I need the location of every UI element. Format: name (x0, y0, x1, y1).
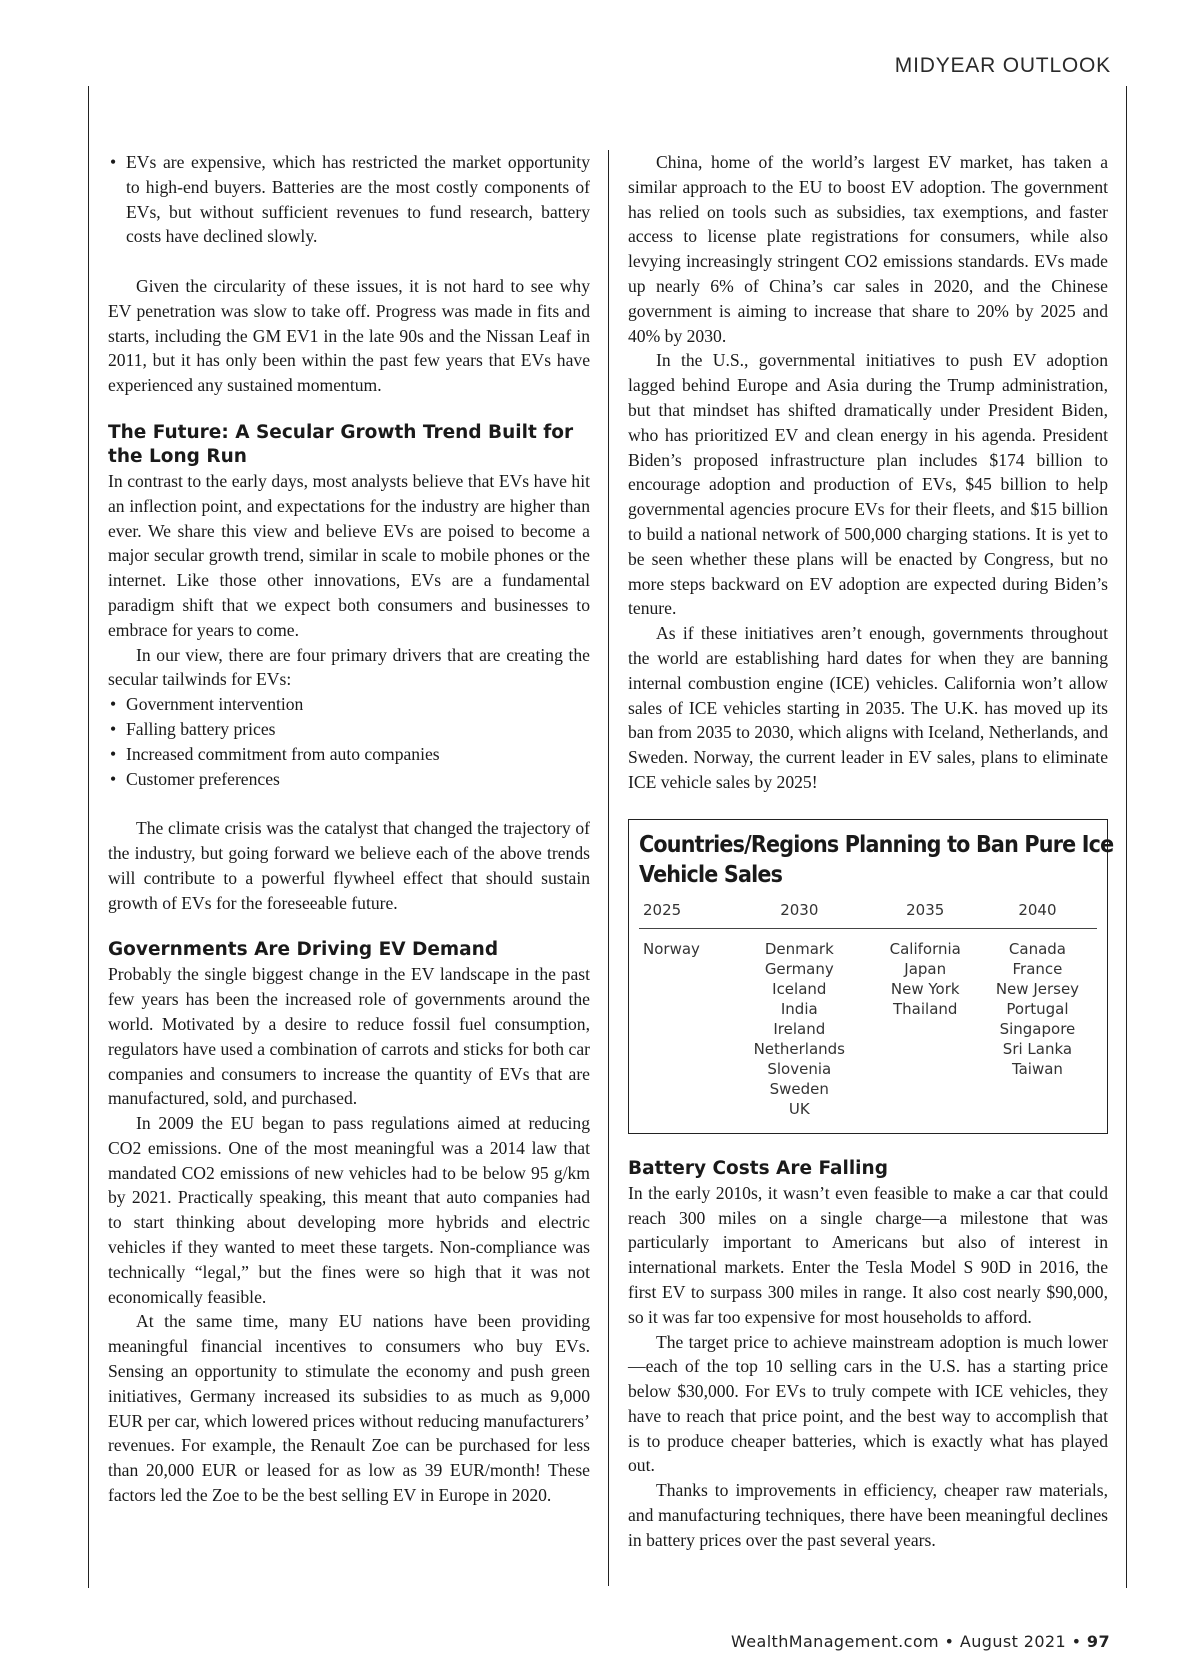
page-number: 97 (1086, 1632, 1110, 1651)
heading-governments: Governments Are Driving EV Demand (108, 939, 499, 961)
driver-item: • Falling battery prices (108, 717, 590, 742)
table-header-row (639, 894, 1097, 929)
country-name: Singapore (999, 1019, 1076, 1038)
paragraph-target-price: The target price to achieve mainstream adoption is much lower—each of the top 10 selling cars in the U.S. has a starting price below $30,000. For EVs to truly compete with ICE vehicles, they have to reach that price point, and the best way to accomplish that is to produce cheaper batteries, which is exactly what has played out. (628, 1331, 1108, 1476)
footer-date: August 2021 (959, 1632, 1067, 1651)
driver-item: • Customer preferences (108, 767, 590, 792)
paragraph-battery-declines: Thanks to improvements in efficiency, cheaper raw materials, and manufacturing techniques, there have been meaningful declines in battery prices over the past several years. (628, 1480, 1108, 1550)
country-list-2035 (873, 928, 978, 1125)
country-name: Denmark (764, 939, 834, 958)
country-name: Slovenia (767, 1059, 832, 1078)
country-list-2040 (978, 928, 1097, 1125)
intro-bullet-list (108, 150, 590, 249)
column-header-year: 2025 (639, 894, 726, 929)
country-name: Germany (764, 959, 834, 978)
country-name: Portugal (1006, 999, 1069, 1018)
country-name: India (780, 999, 818, 1018)
country-name: Taiwan (1011, 1059, 1063, 1078)
country-name: Iceland (772, 979, 827, 998)
country-name: New York (890, 979, 960, 998)
paragraph-eu-regulations: In 2009 the EU began to pass regulations aimed at reducing CO2 emissions. One of the most meaningful was a 2014 law that mandated CO2 emissions of new vehicles had to be below 95 g/km by 2021. Practically speaking, this meant that auto companies had to start thinking about developing more hybrids and electric vehicles if they wanted to meet these targets. Non-compliance was technically “legal,” but the fines were so high that it was not economically feasible. (108, 1113, 590, 1307)
table-row (639, 928, 1097, 1125)
country-name: Norway (643, 939, 700, 958)
drivers-list (108, 692, 590, 791)
country-name: Thailand (893, 999, 958, 1018)
country-name: California (889, 939, 961, 958)
left-margin-rule (88, 86, 89, 1588)
paragraph-ice-bans: As if these initiatives aren’t enough, governments throughout the world are establishing hard dates for when they are banning internal combustion engine (ICE) vehicles. California won’t allow sales of ICE vehicles starting in 2035. The U.K. has moved up its ban from 2035 to 2030, which aligns with Iceland, Netherlands, and Sweden. Norway, the current leader in EV sales, plans to eliminate ICE vehicle sales by 2025! (628, 623, 1108, 792)
footer-site: WealthManagement.com (730, 1632, 940, 1651)
paragraph-early-2010s: In the early 2010s, it wasn’t even feasible to make a car that could reach 300 miles on a single charge—a milestone that was particularly important to Americans but also of interest in international markets. Enter the Tesla Model S 90D in 2016, the first EV to surpass 300 miles in range. It also cost nearly $90,000, so it was far too expensive for most households to afford. (628, 1182, 1108, 1327)
heading-future: The Future: A Secular Growth Trend Built for the Long Run (108, 421, 574, 467)
intro-bullet: • EVs are expensive, which has restricted the market opportunity to high-end buyers. Batteries are the most costly components of EVs, but without sufficient revenues to fund research, battery costs have declined slowly. (108, 150, 590, 249)
country-name: Sweden (769, 1079, 829, 1098)
paragraph-us: In the U.S., governmental initiatives to push EV adoption lagged behind Europe and Asia during the Trump administration, but that mindset has shifted dramatically under President Biden, who has prioritized EV and clean energy in his agenda. President Biden’s proposed infrastructure plan includes $174 billion to encourage adoption and production of EVs, $45 billion to help governmental agencies procure EVs for their fleets, and $15 billion to build a national network of 500,000 charging stations. It is yet to be seen whether these plans will be enacted by Congress, but no more steps backward on EV adoption are expected during Biden’s tenure. (628, 350, 1108, 619)
driver-item: • Increased commitment from auto companies (108, 742, 590, 767)
country-name: Canada (1008, 939, 1066, 958)
left-column (108, 150, 590, 1508)
column-divider-rule (608, 150, 609, 1586)
heading-battery-costs: Battery Costs Are Falling (628, 1157, 888, 1179)
country-name: Ireland (773, 1019, 826, 1038)
paragraph-government-role: Probably the single biggest change in the EV landscape in the past few years has been the increased role of governments around the world. Motivated by a desire to reduce fossil fuel consumption, regulators have used a combination of carrots and sticks for both car companies and consumers to increase the quantity of EVs that are manufactured, sold, and purchased. (108, 964, 590, 1109)
column-header-year: 2035 (873, 894, 978, 929)
country-list-2025 (639, 928, 726, 1125)
column-header-year: 2040 (978, 894, 1097, 929)
country-name: France (1012, 959, 1063, 978)
country-name: Japan (904, 959, 947, 978)
right-column (628, 150, 1114, 1553)
column-header-year: 2030 (726, 894, 873, 929)
page-footer (731, 1632, 1110, 1651)
paragraph-climate-crisis: The climate crisis was the catalyst that changed the trajectory of the industry, but going forward we believe each of the above trends will contribute to a powerful flywheel effect that should sustain growth of EVs for the foreseeable future. (108, 818, 590, 913)
driver-item: • Government intervention (108, 692, 590, 717)
country-name: UK (788, 1099, 810, 1118)
footer-separator: • (944, 1632, 955, 1651)
ice-ban-sidebar (628, 819, 1114, 1134)
ice-ban-table (639, 894, 1097, 1125)
right-margin-rule (1126, 86, 1127, 1588)
country-list-2030 (726, 928, 873, 1125)
paragraph-eu-incentives: At the same time, many EU nations have been providing meaningful financial incentives to consumers who buy EVs. Sensing an opportunity to stimulate the economy and push green initiatives, Germany increased its subsidies to as much as 9,000 EUR per car, which lowered prices without reducing manufacturers’ revenues. For example, the Renault Zoe can be purchased for less than 20,000 EUR or leased for as low as 39 EUR/month! These factors led the Zoe to be the best selling EV in Europe in 2020. (108, 1311, 590, 1506)
paragraph-circularity: Given the circularity of these issues, it is not hard to see why EV penetration was slow to take off. Progress was made in fits and starts, including the GM EV1 in the late 90s and the Nissan Leaf in 2011, but it has only been within the past few years that EVs have experienced any sustained momentum. (108, 275, 590, 396)
country-name: Netherlands (753, 1039, 845, 1058)
sidebar-title: Countries/Regions Planning to Ban Pure Ice Vehicle Sales (639, 831, 1114, 888)
paragraph-china: China, home of the world’s largest EV market, has taken a similar approach to the EU to boost EV adoption. The government has relied on tools such as subsidies, tax exemptions, and faster access to license plate registrations for consumers, while also levying increasingly stringent CO2 emissions standards. EVs made up nearly 6% of China’s car sales in 2020, and the Chinese government is aiming to increase that share to 20% by 2025 and 40% by 2030. (628, 152, 1108, 346)
footer-separator: • (1071, 1632, 1082, 1651)
paragraph-drivers-intro: In our view, there are four primary drivers that are creating the secular tailwinds for EVs: (108, 644, 590, 690)
running-head: MIDYEAR OUTLOOK (894, 54, 1111, 77)
paragraph-inflection: In contrast to the early days, most analysts believe that EVs have hit an inflection point, and expectations for the industry are higher than ever. We share this view and believe EVs are poised to become a major secular growth trend, similar in scale to mobile phones or the internet. Like those other innovations, EVs are a fundamental paradigm shift that we expect both consumers and businesses to embrace for years to come. (108, 470, 590, 640)
country-name: New Jersey (995, 979, 1080, 998)
country-name: Sri Lanka (1002, 1039, 1073, 1058)
